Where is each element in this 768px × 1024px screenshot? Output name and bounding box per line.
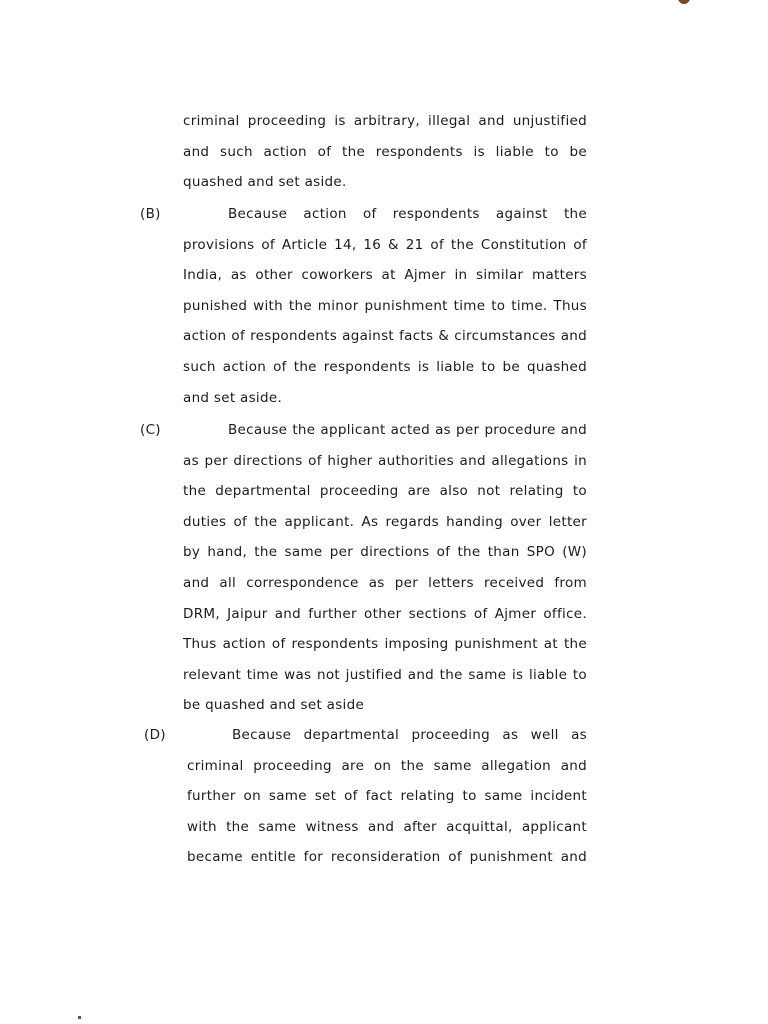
text-line: action of respondents against facts & circumstances and (183, 328, 587, 345)
text-line: and all correspondence as per letters received from (183, 574, 587, 591)
paragraph-label: (D) (144, 727, 166, 743)
text-line: provisions of Article 14, 16 & 21 of the Constitution of (183, 236, 587, 253)
text-line: duties of the applicant. As regards handing over letter (183, 513, 587, 530)
text-line: the departmental proceeding are also not relating to (183, 483, 587, 500)
continued-paragraph (183, 106, 587, 198)
text-line: criminal proceeding are on the same allegation and (187, 757, 587, 774)
text-line: Because the applicant acted as per procedure and (228, 422, 587, 438)
text-line: relevant time was not justified and the same is liable to (183, 666, 587, 683)
page-corner-mark (678, 0, 690, 4)
paragraph-body (183, 415, 587, 721)
text-line: with the same witness and after acquittal, applicant (187, 818, 587, 835)
text-line: Because action of respondents against the (228, 206, 587, 222)
text-line: be quashed and set aside (183, 697, 365, 714)
paragraph-label: (B) (140, 206, 161, 222)
text-line: DRM, Jaipur and further other sections of Ajmer office. (183, 605, 587, 622)
text-line: such action of the respondents is liable to be quashed (183, 358, 587, 375)
paragraph-body (183, 199, 587, 413)
text-line: by hand, the same per directions of the than SPO (W) (183, 544, 587, 561)
text-line: quashed and set aside. (183, 174, 347, 191)
text-line: India, as other coworkers at Ajmer in similar matters (183, 267, 587, 284)
text-line: and set aside. (183, 389, 283, 406)
paragraph-label: (C) (140, 422, 161, 438)
text-line: further on same set of fact relating to same incident (187, 788, 587, 805)
scan-speck (78, 1016, 81, 1019)
paragraph-body (187, 720, 587, 873)
text-line: Because departmental proceeding as well as (232, 727, 587, 743)
text-line: punished with the minor punishment time to time. Thus (183, 297, 587, 314)
text-line: criminal proceeding is arbitrary, illegal and unjustified (183, 113, 587, 129)
text-line: Thus action of respondents imposing punishment at the (183, 636, 587, 653)
text-line: as per directions of higher authorities and allegations in (183, 452, 587, 469)
text-line: and such action of the respondents is liable to be (183, 143, 587, 160)
text-line: became entitle for reconsideration of punishment and (187, 849, 587, 866)
